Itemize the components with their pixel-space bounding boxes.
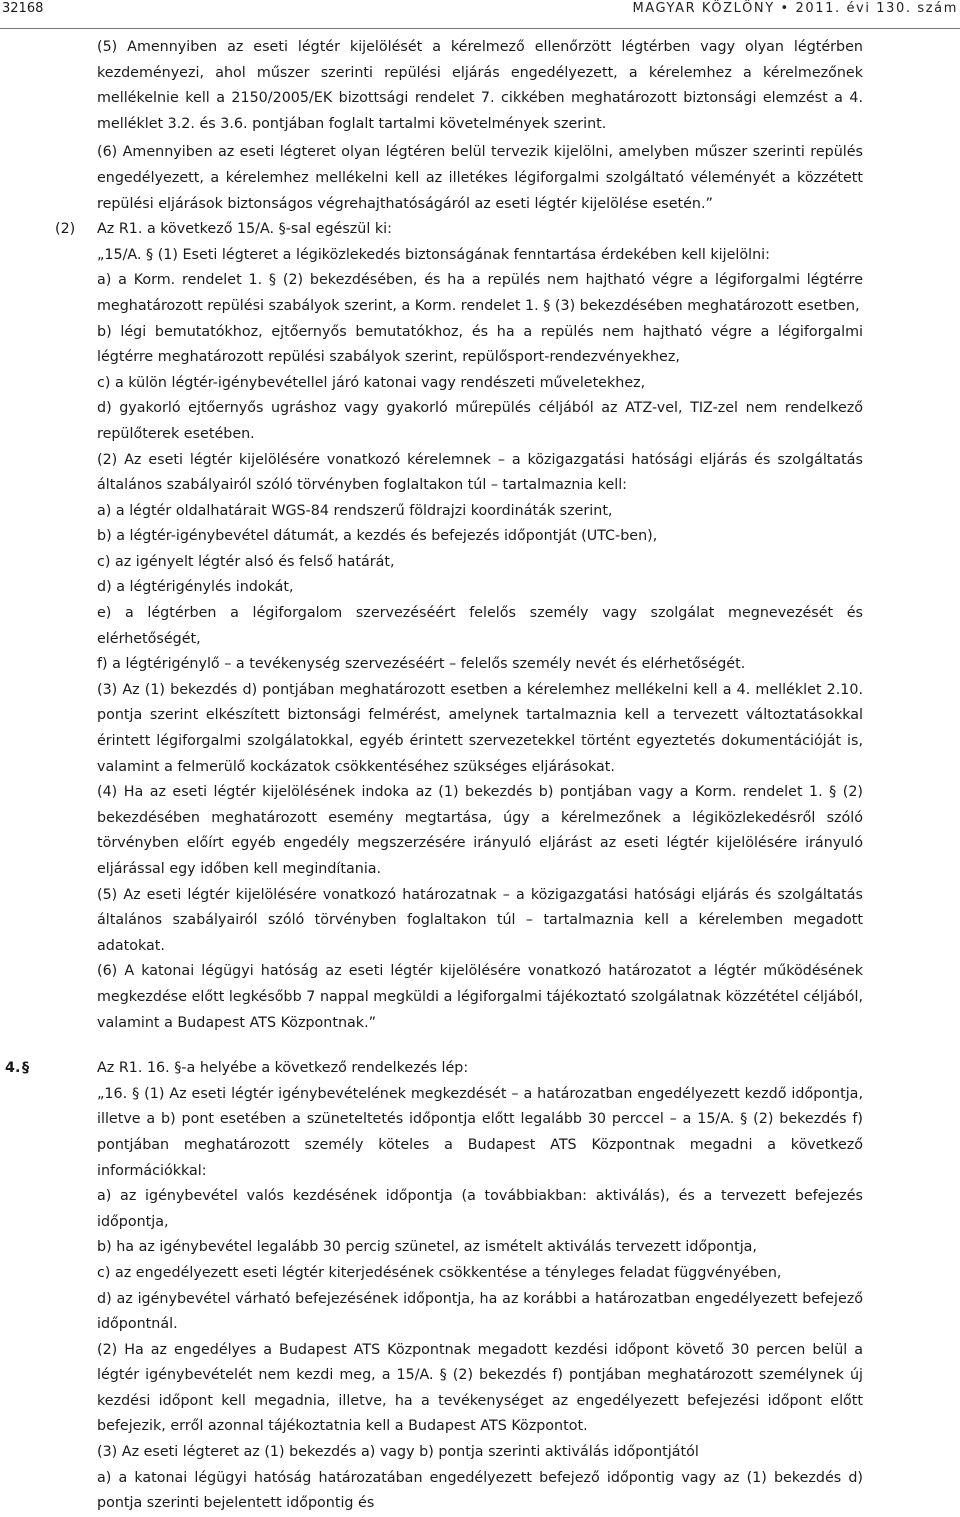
- section-symbol: §: [22, 1060, 30, 1077]
- section-number: 4.: [5, 1060, 21, 1077]
- paragraph: a) a légtér oldalhatárait WGS-84 rendszerű földrajzi koordináták szerint,: [97, 502, 613, 519]
- amendment-item-2: [0, 217, 863, 243]
- section-4-heading: [0, 1056, 863, 1082]
- paragraph: b) ha az igénybevétel legalább 30 percig szünetel, az ismételt aktiválás tervezett időpontja,: [97, 1239, 757, 1256]
- section-text: Az R1. 16. §-a helyébe a következő rendelkezés lép:: [97, 1060, 469, 1077]
- paragraph: (5) Az eseti légtér kijelölésére vonatkozó határozatnak – a közigazgatási hatósági eljárás és szolgáltatás általános szabályairól szóló törvényben foglaltakon túl – tartalmaznia kell a kérelemben megadott adatokat.: [97, 886, 863, 954]
- journal-title: MAGYAR KÖZLÖNY • 2011. évi 130. szám: [632, 1, 958, 16]
- paragraph: (6) A katonai légügyi hatóság az eseti légtér kijelölésére vonatkozó határozatot a légtér működésének megkezdése előtt legkésőbb 7 nappal megküldi a légiforgalmi tájékoztató szolgálatnak közzététel céljából, valamint a Budapest ATS Központnak.”: [97, 963, 863, 1031]
- paragraph: d) a légtérigénylés indokát,: [97, 579, 294, 596]
- paragraph: a) az igénybevétel valós kezdésének időpontja (a továbbiakban: aktiválás), és a tervezett befejezés időpontja,: [97, 1188, 863, 1230]
- paragraph: (3) Az eseti légteret az (1) bekezdés a) vagy b) pontja szerinti aktiválás időpontjától: [97, 1444, 699, 1461]
- paragraph: b) légi bemutatókhoz, ejtőernyős bemutatókhoz, és ha a repülés nem hajtható végre a légiforgalmi légtérre meghatározott repülési szabályok szerint, repülősport-rendezvényekhez,: [97, 323, 863, 366]
- paragraph: (2) Az eseti légtér kijelölésére vonatkozó kérelemnek – a közigazgatási hatósági eljárás és szolgáltatás általános szabályairól szóló törvényben foglaltakon túl – tartalmaznia kell:: [97, 451, 863, 494]
- paragraph: a) a Korm. rendelet 1. § (2) bekezdésében, és ha a repülés nem hajtható végre a légiforgalmi légtérre meghatározott repülési szabályok szerint, a Korm. rendelet 1. § (3) bekezdésében meghatározott esetben,: [97, 272, 863, 314]
- paragraph: a) a katonai légügyi hatóság határozatában engedélyezett befejező időpontig vagy az (1) bekezdés d) pontja szerinti bejelentett időpontig és: [97, 1469, 863, 1512]
- document-body: [0, 35, 960, 1517]
- page-number: 32168: [2, 1, 44, 16]
- paragraph: e) a légtérben a légiforgalom szervezéséért felelős személy vagy szolgálat megnevezését és elérhetőségét,: [97, 605, 863, 647]
- paragraph: „15/A. § (1) Eseti légteret a légiközlekedés biztonságának fenntartása érdekében kell kijelölni:: [97, 246, 770, 263]
- paragraph: b) a légtér-igénybevétel dátumát, a kezdés és befejezés időpontját (UTC-ben),: [97, 528, 658, 545]
- page-header: [0, 0, 960, 29]
- paragraph: c) az igényelt légtér alsó és felső határát,: [97, 553, 395, 570]
- paragraph: (3) Az (1) bekezdés d) pontjában meghatározott esetben a kérelemhez mellékelni kell a 4. melléklet 2.10. pontja szerint elkészített biztonsági felmérést, amelynek tartalmaznia kell a tervezett változtatásokkal érintett légiforgalmi szolgálatokkal, egyéb érintett szervezetekkel történt egyeztetés dokumentációját is, valamint a felmerülő kockázatok csökkentéséhez szükséges eljárásokat.: [97, 681, 863, 775]
- item-label: (2): [55, 221, 76, 238]
- paragraph: (2) Ha az engedélyes a Budapest ATS Központnak megadott kezdési időpont követő 30 percen belül a légtér igénybevételét nem kezdi meg, a 15/A. § (2) bekezdés f) pontjában meghatározott személynek új kezdési időpont kell megadnia, illetve, ha a tevékenységet az engedélyezett befejezési időpont előtt befejezik, erről azonnal tájékoztatnia kell a Budapest ATS Központot.: [97, 1341, 863, 1435]
- paragraph: d) gyakorló ejtőernyős ugráshoz vagy gyakorló műrepülés céljából az ATZ-vel, TIZ-zel nem rendelkező repülőterek esetében.: [97, 400, 863, 442]
- paragraph: c) az engedélyezett eseti légtér kiterjedésének csökkentése a tényleges feladat függvényében,: [97, 1264, 782, 1281]
- paragraph: (4) Ha az eseti légtér kijelölésének indoka az (1) bekezdés b) pontjában vagy a Korm. rendelet 1. § (2) bekezdésében meghatározott esemény megtartása, úgy a kérelmezőnek a légiközlekedésről szóló törvényben előírt egyéb engedély megszerzésére irányuló eljárást az eseti légtér kijelölésére irányuló eljárással egy időben kell megindítania.: [97, 784, 863, 877]
- paragraph: (5) Amennyiben az eseti légtér kijelölését a kérelmező ellenőrzött légtérben vagy olyan légtérben kezdeményezi, ahol műszer szerinti repülési eljárás engedélyezett, a kérelemhez a kérelmezőnek mellékelnie kell a 2150/2005/EK bizottsági rendelet 7. cikkében meghatározott biztonsági elemzést a 4. melléklet 3.2. és 3.6. pontjában foglalt tartalmi követelmények szerint.: [97, 39, 863, 132]
- paragraph: f) a légtérigénylő – a tevékenység szervezéséért – felelős személy nevét és elérhetőségét.: [97, 656, 746, 673]
- paragraph: c) a külön légtér-igénybevétellel járó katonai vagy rendészeti műveletekhez,: [97, 374, 646, 391]
- paragraph: (6) Amennyiben az eseti légteret olyan légtéren belül tervezik kijelölni, amelyben műszer szerinti repülés engedélyezett, a kérelemhez mellékelni kell az illetékes légiforgalmi szolgáltató véleményét a közzétett repülési eljárások biztonságos végrehajthatóságáról az eseti légtér kijelölése esetén.”: [97, 144, 863, 212]
- item-text: Az R1. a következő 15/A. §-sal egészül ki:: [97, 221, 392, 238]
- paragraph: d) az igénybevétel várható befejezésének időpontja, ha az korábbi a határozatban engedélyezett befejező időpontnál.: [97, 1290, 863, 1333]
- paragraph: „16. § (1) Az eseti légtér igénybevételének megkezdését – a határozatban engedélyezett kezdő időpontja, illetve a b) pont esetében a szüneteltetés időpontja előtt legalább 30 perccel – a 15/A. § (2) bekezdés f) pontjában meghatározott személy köteles a Budapest ATS Központnak megadni a következő információkkal:: [97, 1085, 863, 1179]
